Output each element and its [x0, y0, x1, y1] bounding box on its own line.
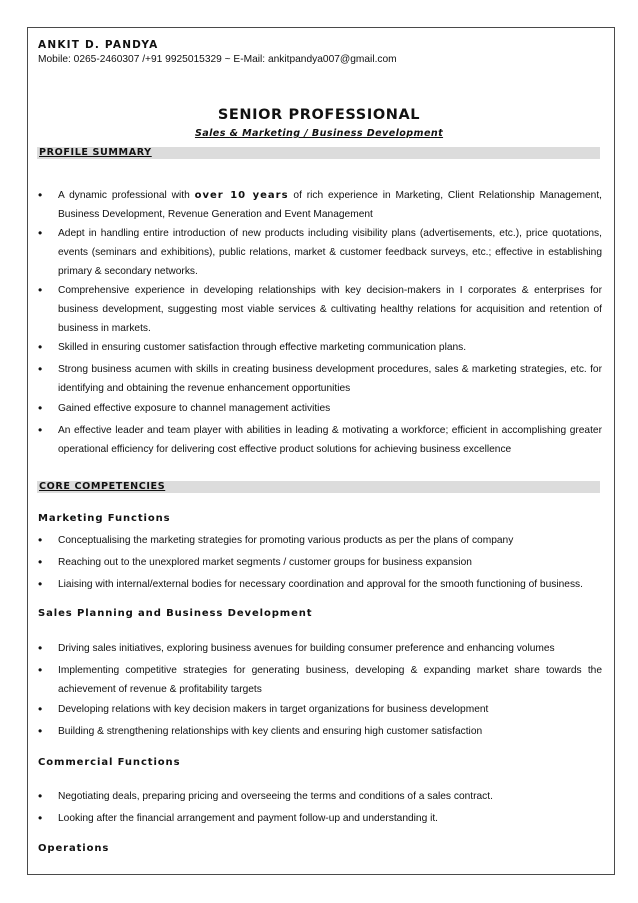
list-item-text: Reaching out to the unexplored market segments / customer groups for business expansion — [58, 557, 472, 568]
list-item-text: Developing relations with key decision makers in target organizations for business development — [58, 704, 489, 715]
list-item-text: Skilled in ensuring customer satisfaction through effective marketing communication plans. — [58, 342, 467, 353]
subsection-heading-sales: Sales Planning and Business Development — [38, 608, 313, 619]
list-item-text: Comprehensive experience in developing relationships with key decision-makers in I corporates & enterprises for business development, suggesting most viable services & cultivating healthy relations for acquisition and retention of business in markets. — [58, 285, 602, 334]
list-item-text: A dynamic professional with — [58, 190, 195, 201]
bullet-icon: • — [38, 663, 43, 677]
bullet-icon: • — [38, 226, 43, 240]
section-heading-profile-summary: PROFILE SUMMARY — [37, 147, 600, 159]
bullet-icon: • — [38, 789, 43, 803]
bullet-icon: • — [38, 555, 43, 569]
list-item-text: An effective leader and team player with abilities in leading & motivating a workforce; efficient in accomplishing greater operational efficiency for delivering cost effective product solutions for achieving business excellence — [58, 425, 602, 455]
subsection-heading-operations: Operations — [38, 843, 110, 854]
highlight-text: over 10 years — [194, 190, 289, 201]
bullet-icon: • — [38, 283, 43, 297]
list-item-text: of rich experience in Marketing, Client Relationship Management, Business Development, Revenue Generation and Event Management — [58, 190, 602, 220]
bullet-icon: • — [38, 188, 43, 202]
list-item-text: Liaising with internal/external bodies for necessary coordination and approval for the smooth functioning of business. — [58, 579, 583, 590]
bullet-icon: • — [38, 724, 43, 738]
bullet-icon: • — [38, 423, 43, 437]
list-item-text: Adept in handling entire introduction of new products including visibility plans (advertisements, etc.), price quotations, events (seminars and exhibitions), public relations, market & customer feedback surveys, etc.; effective in establishing primary & secondary networks. — [58, 228, 602, 277]
subsection-heading-marketing: Marketing Functions — [38, 513, 171, 524]
bullet-icon: • — [38, 401, 43, 415]
list-item-text: Driving sales initiatives, exploring business avenues for building consumer preference and enhancing volumes — [58, 643, 555, 654]
bullet-icon: • — [38, 533, 43, 547]
candidate-name: ANKIT D. PANDYA — [38, 39, 159, 51]
list-item-text: Gained effective exposure to channel management activities — [58, 403, 331, 414]
contact-line: Mobile: 0265-2460307 /+91 9925015329 ~ E-Mail: ankitpandya007@gmail.com — [38, 54, 397, 65]
list-item-text: Conceptualising the marketing strategies for promoting various products as per the plans of company — [58, 535, 514, 546]
bullet-icon: • — [38, 702, 43, 716]
list-item-text: Building & strengthening relationships with key clients and ensuring high customer satisfaction — [58, 726, 483, 737]
bullet-icon: • — [38, 811, 43, 825]
resume-subtitle: Sales & Marketing / Business Development — [194, 128, 444, 139]
resume-title: SENIOR PROFESSIONAL — [217, 107, 421, 123]
list-item-text: Looking after the financial arrangement and payment follow-up and understanding it. — [58, 813, 439, 824]
section-heading-core-competencies: CORE COMPETENCIES — [37, 481, 600, 493]
list-item-text: Strong business acumen with skills in creating business development procedures, sales & marketing strategies, etc. for identifying and obtaining the revenue enhancement opportunities — [58, 364, 602, 394]
list-item-text: Negotiating deals, preparing pricing and overseeing the terms and conditions of a sales contract. — [58, 791, 493, 802]
bullet-icon: • — [38, 641, 43, 655]
bullet-icon: • — [38, 340, 43, 354]
bullet-icon: • — [38, 362, 43, 376]
subsection-heading-commercial: Commercial Functions — [38, 757, 181, 768]
bullet-icon: • — [38, 577, 43, 591]
list-item-text: Implementing competitive strategies for generating business, developing & expanding market share towards the achievement of revenue & profitability targets — [58, 665, 602, 695]
